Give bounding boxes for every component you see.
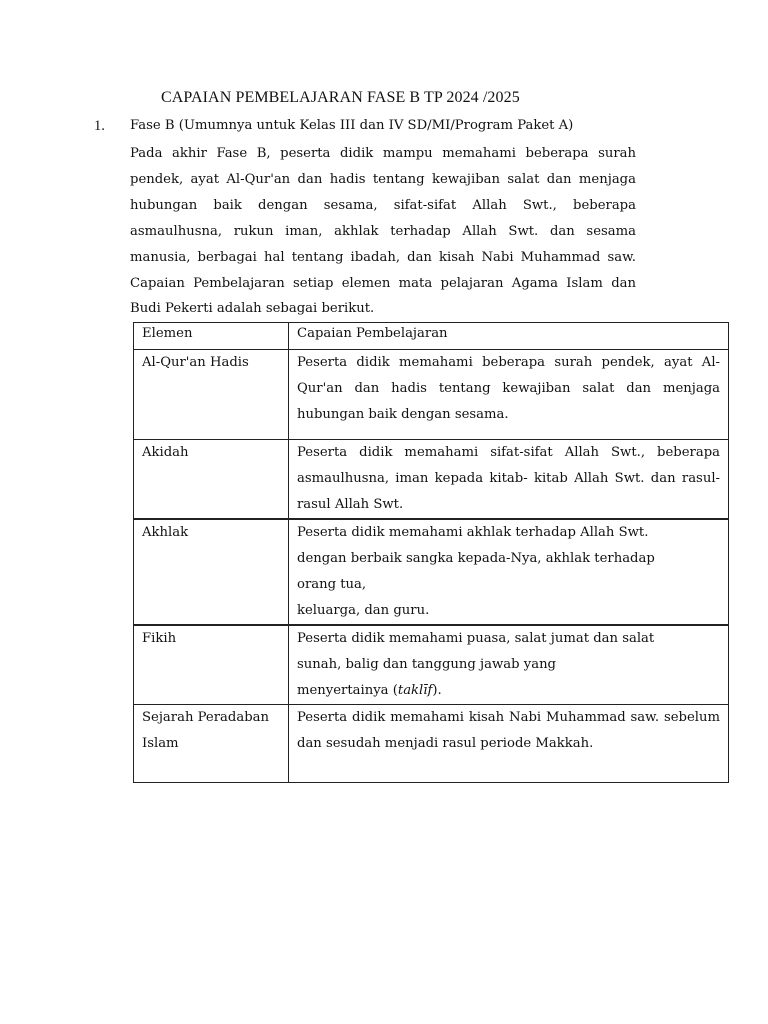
element-cell: Al-Qur'an Hadis bbox=[134, 350, 289, 440]
element-cell: Akidah bbox=[134, 440, 289, 520]
list-item-number: 1. bbox=[94, 118, 105, 134]
table-row bbox=[134, 625, 729, 705]
element-cell: Akhlak bbox=[134, 519, 289, 625]
description-line bbox=[297, 678, 720, 704]
table-row bbox=[134, 350, 729, 440]
description-cell: Peserta didik memahami sifat-sifat Allah Swt., beberapa asmaulhusna, iman kepada kitab- kitab Allah Swt. dan rasul-rasul Allah Swt. bbox=[289, 440, 729, 520]
description-cell bbox=[289, 625, 729, 705]
description-cell: Peserta didik memahami beberapa surah pendek, ayat Al-Qur'an dan hadis tentang kewajiban salat dan menjaga hubungan baik dengan sesama. bbox=[289, 350, 729, 440]
column-header-element: Elemen bbox=[134, 323, 289, 350]
description-cell: Peserta didik memahami kisah Nabi Muhammad saw. sebelum dan sesudah menjadi rasul periode Makkah. bbox=[289, 705, 729, 783]
table-row bbox=[134, 519, 729, 625]
description-text: ). bbox=[432, 683, 442, 698]
table-header-row bbox=[134, 323, 729, 350]
description-text: menyertainya ( bbox=[297, 683, 398, 698]
description-line: dengan berbaik sangka kepada-Nya, akhlak terhadap bbox=[297, 551, 655, 566]
description-line: sunah, balig dan tanggung jawab yang bbox=[297, 657, 556, 672]
intro-paragraph: Pada akhir Fase B, peserta didik mampu memahami beberapa surah pendek, ayat Al-Qur'an dan hadis tentang kewajiban salat dan menjaga hubungan baik dengan sesama, sifat-sifat Allah Swt., beberapa asmaulhusna, rukun iman, akhlak terhadap Allah Swt. dan sesama manusia, berbagai hal tentang ibadah, dan kisah Nabi Muhammad saw. Capaian Pembelajaran setiap elemen mata pelajaran Agama Islam dan Budi Pekerti adalah sebagai berikut. bbox=[130, 146, 636, 317]
phase-heading: Fase B (Umumnya untuk Kelas III dan IV SD/MI/Program Paket A) bbox=[130, 118, 574, 133]
italic-term: taklīf bbox=[397, 683, 433, 698]
element-cell: Sejarah Peradaban Islam bbox=[134, 705, 289, 783]
table-row bbox=[134, 440, 729, 520]
description-line: Peserta didik memahami akhlak terhadap Allah Swt. bbox=[297, 525, 649, 540]
description-cell bbox=[289, 519, 729, 625]
column-header-achievement: Capaian Pembelajaran bbox=[289, 323, 729, 350]
description-line: orang tua, bbox=[297, 577, 367, 592]
description-line: Peserta didik memahami puasa, salat jumat dan salat bbox=[297, 631, 655, 646]
table-row bbox=[134, 705, 729, 783]
document-title: CAPAIAN PEMBELAJARAN FASE B TP 2024 /2025 bbox=[161, 89, 520, 106]
element-cell: Fikih bbox=[134, 625, 289, 705]
learning-outcomes-table bbox=[133, 322, 729, 783]
description-line: keluarga, dan guru. bbox=[297, 603, 430, 618]
